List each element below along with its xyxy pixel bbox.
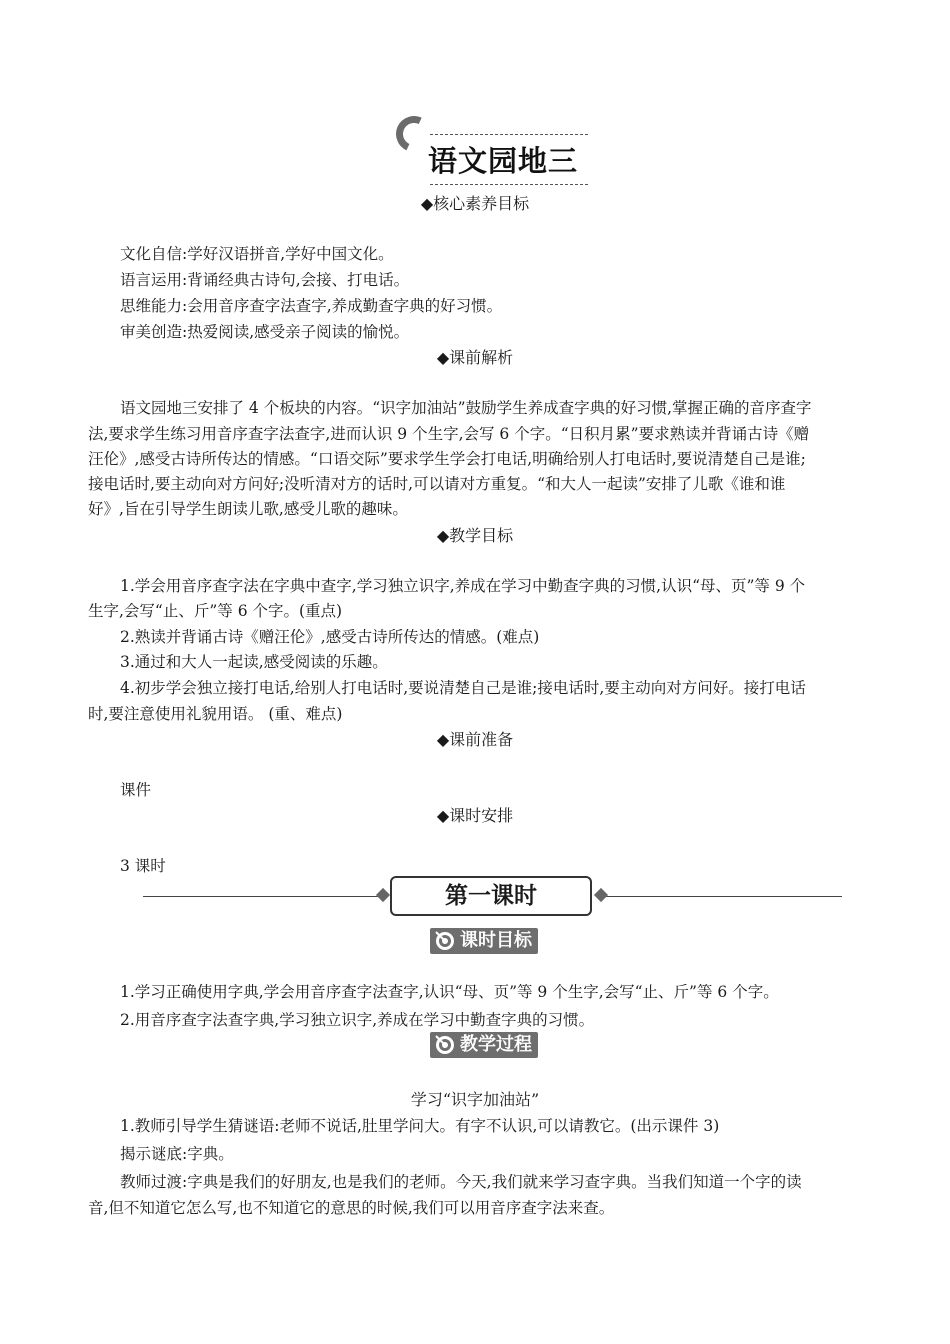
analysis-line: 接电话时,要主动向对方问好;没听清对方的话时,可以请对方重复。“和大人一起读”安排了儿歌《谁和谁	[88, 475, 786, 493]
process-line: 1.教师引导学生猜谜语:老师不说话,肚里学问大。有字不认识,可以请教它。(出示课件 3)	[120, 1117, 720, 1135]
teaching-goal-line: 2.熟读并背诵古诗《赠汪伦》,感受古诗所传达的情感。(难点)	[120, 628, 540, 646]
teaching-goal-line: 4.初步学会独立接打电话,给别人打电话时,要说清楚自己是谁;接电话时,要主动向对方问好。接打电话	[120, 679, 806, 697]
core-goal-line: 文化自信:学好汉语拼音,学好中国文化。	[120, 245, 394, 263]
target-icon	[434, 1034, 456, 1056]
teaching-goal-line: 时,要注意使用礼貌用语。 (重、难点)	[88, 705, 343, 723]
process-heading: 学习“识字加油站”	[410, 1090, 540, 1109]
lesson-title: 第一课时	[390, 876, 592, 916]
target-icon	[434, 930, 456, 952]
lesson-goal-line: 2.用音序查字法查字典,学习独立识字,养成在学习中勤查字典的习惯。	[120, 1011, 595, 1029]
process-line: 音,但不知道它怎么写,也不知道它的意思的时候,我们可以用音序查字法来查。	[88, 1199, 615, 1217]
core-goal-line: 思维能力:会用音序查字法查字,养成勤查字典的好习惯。	[120, 297, 503, 315]
schedule-heading: ◆课时安排	[436, 806, 514, 825]
process-line: 揭示谜底:字典。	[120, 1145, 234, 1163]
title-dash-line-top	[430, 134, 588, 135]
prep-text: 课件	[120, 781, 152, 799]
teaching-goals-heading: ◆教学目标	[436, 526, 514, 545]
analysis-line: 法,要求学生练习用音序查字法查字,进而认识 9 个生字,会写 6 个字。“日积月累”要求熟读并背诵古诗《赠	[88, 425, 810, 443]
process-line: 教师过渡:字典是我们的好朋友,也是我们的老师。今天,我们就来学习查字典。当我们知道一个字的读	[120, 1173, 802, 1191]
schedule-text: 3 课时	[120, 857, 166, 875]
teaching-goal-line: 1.学会用音序查字法在字典中查字,学习独立识字,养成在学习中勤查字典的习惯,认识“母、页”等 9 个	[120, 577, 806, 595]
analysis-heading: ◆课前解析	[436, 348, 514, 367]
banner-diamond-right	[594, 888, 608, 902]
core-goal-line: 语言运用:背诵经典古诗句,会接、打电话。	[120, 271, 410, 289]
lesson-goals-tag	[430, 928, 538, 954]
banner-diamond-left	[376, 888, 390, 902]
teaching-goal-line: 生字,会写“止、斤”等 6 个字。(重点)	[88, 602, 343, 620]
teaching-goal-line: 3.通过和大人一起读,感受阅读的乐趣。	[120, 653, 388, 671]
title-dash-line-bottom	[430, 184, 588, 185]
process-tag-label: 教学过程	[460, 1034, 532, 1055]
analysis-line: 好》,旨在引导学生朗读儿歌,感受儿歌的趣味。	[88, 500, 408, 518]
core-goal-line: 审美创造:热爱阅读,感受亲子阅读的愉悦。	[120, 323, 410, 341]
lesson-goal-line: 1.学习正确使用字典,学会用音序查字法查字,认识“母、页”等 9 个生字,会写“止、斤”等 6 个字。	[120, 983, 779, 1001]
page-title: 语文园地三	[428, 144, 579, 178]
core-goals-heading: ◆核心素养目标	[420, 194, 530, 213]
analysis-line: 汪伦》,感受古诗所传达的情感。“口语交际”要求学生学会打电话,明确给别人打电话时,要说清楚自己是谁;	[88, 450, 806, 468]
analysis-line: 语文园地三安排了 4 个板块的内容。“识字加油站”鼓励学生养成查字典的好习惯,掌握正确的音序查字	[120, 399, 812, 417]
banner-rule-left	[143, 896, 385, 897]
title-block	[390, 112, 600, 192]
lesson-goals-tag-label: 课时目标	[460, 930, 532, 951]
banner-rule-right	[598, 896, 842, 897]
process-tag	[430, 1032, 538, 1058]
prep-heading: ◆课前准备	[436, 730, 514, 749]
